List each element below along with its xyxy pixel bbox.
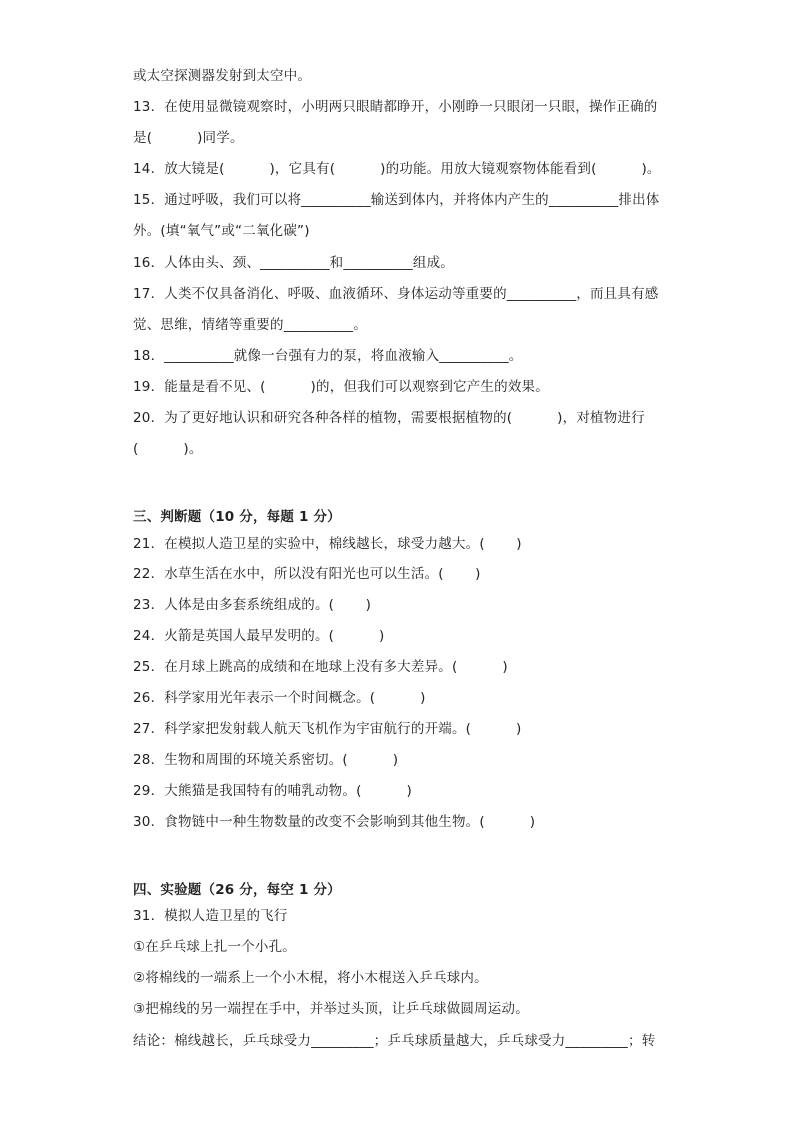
question-30: 30．食物链中一种生物数量的改变不会影响到其他生物。( ) <box>133 814 536 830</box>
question-13-line-1: 13．在使用显微镜观察时，小明两只眼睛都睁开，小刚睁一只眼闭一只眼，操作正确的 <box>133 99 658 115</box>
section-title-judge: 三、判断题（10 分，每题 1 分） <box>133 509 341 525</box>
question-16: 16．人体由头、颈、__________和__________组成。 <box>133 255 454 271</box>
question-17-line-1: 17．人类不仅具备消化、呼吸、血液循环、身体运动等重要的__________，而且具有感 <box>133 286 659 302</box>
question-14: 14．放大镜是( )，它具有( )的功能。用放大镜观察物体能看到( )。 <box>133 161 661 177</box>
question-26: 26．科学家用光年表示一个时间概念。( ) <box>133 690 426 706</box>
question-29: 29．大熊猫是我国特有的哺乳动物。( ) <box>133 783 412 799</box>
question-23: 23．人体是由多套系统组成的。( ) <box>133 597 372 613</box>
question-28: 28．生物和周围的环境关系密切。( ) <box>133 752 399 768</box>
question-13-line-2: 是( )同学。 <box>133 130 244 146</box>
question-22: 22．水草生活在水中，所以没有阳光也可以生活。( ) <box>133 566 481 582</box>
question-27: 27．科学家把发射载人航天飞机作为宇宙航行的开端。( ) <box>133 721 522 737</box>
section-title-experiment: 四、实验题（26 分，每空 1 分） <box>133 882 341 898</box>
question-31-title: 31．模拟人造卫星的飞行 <box>133 908 288 924</box>
question-18: 18．__________就像一台强有力的泵，将血液输入__________。 <box>133 348 523 364</box>
experiment-step-2: ②将棉线的一端系上一个小木棍，将小木棍送入乒乓球内。 <box>133 970 488 986</box>
question-15-line-2: 外。(填“氧气”或“二氧化碳”) <box>133 223 310 239</box>
experiment-step-3: ③把棉线的另一端捏在手中，并举过头顶，让乒乓球做圆周运动。 <box>133 1001 529 1017</box>
question-17-line-2: 觉、思维，情绪等重要的__________。 <box>133 317 367 333</box>
question-24: 24．火箭是英国人最早发明的。( ) <box>133 628 385 644</box>
question-19: 19．能量是看不见、( )的，但我们可以观察到它产生的效果。 <box>133 379 549 395</box>
question-20-line-1: 20．为了更好地认识和研究各种各样的植物，需要根据植物的( )，对植物进行 <box>133 410 645 426</box>
question-25: 25．在月球上跳高的成绩和在地球上没有多大差异。( ) <box>133 659 508 675</box>
experiment-step-1: ①在乒乓球上扎一个小孔。 <box>133 939 297 955</box>
question-15-line-1: 15．通过呼吸，我们可以将__________输送到体内，并将体内产生的__________排出体 <box>133 192 660 208</box>
text-line: 或太空探测器发射到太空中。 <box>133 68 312 84</box>
experiment-conclusion: 结论：棉线越长，乒乓球受力_________；乒乓球质量越大，乒乓球受力_________；转 <box>133 1033 656 1049</box>
question-20-line-2: ( )。 <box>133 441 203 457</box>
question-21: 21．在模拟人造卫星的实验中，棉线越长，球受力越大。( ) <box>133 536 522 552</box>
